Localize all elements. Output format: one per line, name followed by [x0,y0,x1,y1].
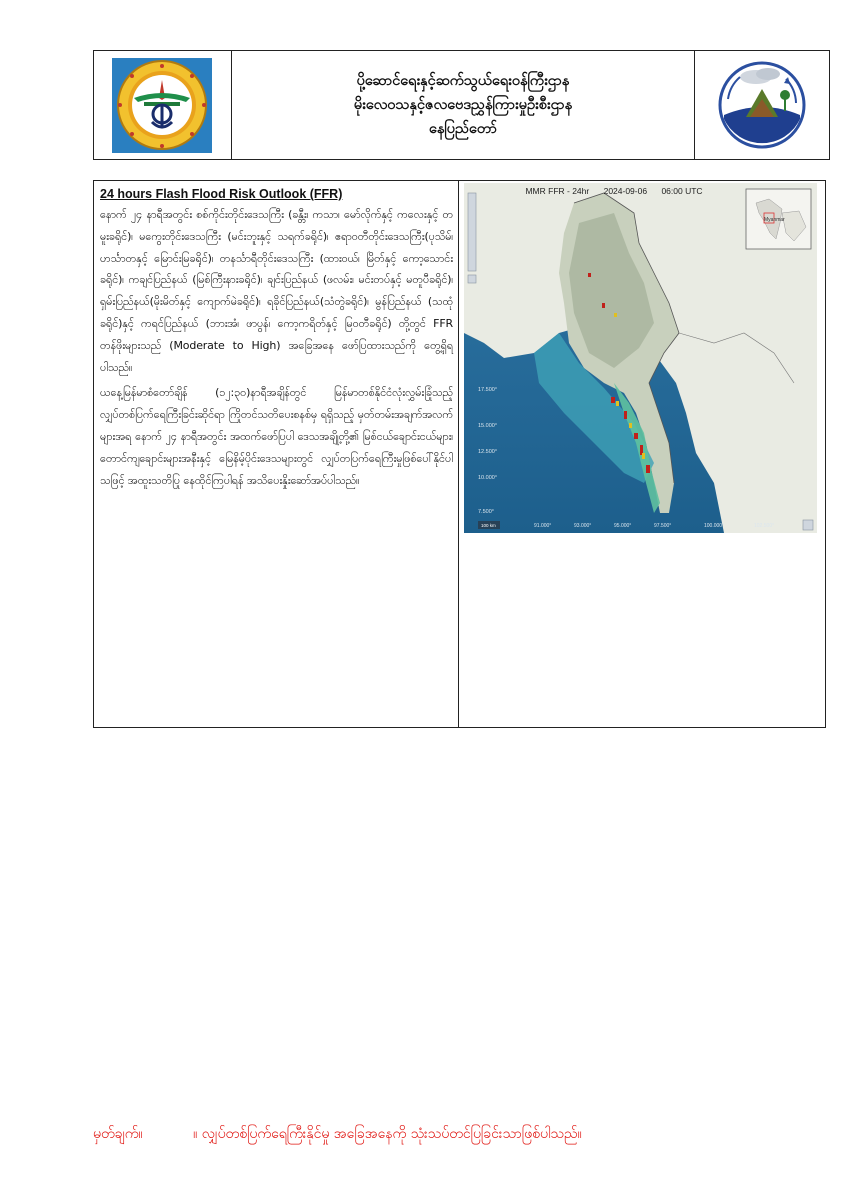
footer-text: ။ လျှပ်တစ်ပြက်ရေကြီးနိုင်မှု အခြေအနေကို သုံးသပ်တင်ပြခြင်းသာဖြစ်ပါသည်။ [193,1126,582,1142]
lat-label: 7.500° [478,509,494,515]
lat-label: 12.500° [478,449,498,455]
footer-note [93,1124,793,1145]
lat-label: 15.000° [478,423,498,429]
map-date: 2024-09-06 [603,186,648,196]
footer-label: မှတ်ချက်။ [93,1126,143,1142]
lon-label: 102.500° [754,523,775,529]
department-title [232,51,696,159]
dmh-logo-cell [695,51,829,159]
lat-label: 17.500° [478,387,498,393]
outlook-paragraph-advisory: ယနေ့မြန်မာစံတော်ချိန် (၁၂:၃၀)နာရီအချိန်တွင် မြန်မာတစ်နိုင်ငံလုံးလွှမ်းခြုံသည့် လျှပ်တစ်ပြက်ရေကြီးခြင်းဆိုင်ရာ ကြိုတင်သတိပေးစနစ်မှ ရရှိသည့် မှတ်တမ်းအချက်အလက်များအရ နောက် ၂၄ နာရီအတွင်း အထက်ဖော်ပြပါ ဒေသအချို့တို့၏ မြစ်ငယ်ချောင်းငယ်များ၊ တောင်ကျချောင်းများအနီးနှင့် မြေနိမ့်ပိုင်းဒေသများတွင် လျှပ်တပြက်ရေကြီးမှုဖြစ်ပေါ်နိုင်ပါသဖြင့် အထူးသတိပြု နေထိုင်ကြပါရန် အသိပေးနှိုးဆော်အပ်ပါသည်။ [100,386,454,487]
scale-label: 100 km [481,523,496,528]
inset-label: Myanmar [764,217,785,223]
map-title [464,186,764,196]
lon-label: 95.000° [614,523,632,529]
dmh-logo [716,59,808,151]
ministry-logo-cell [94,51,232,159]
map-control-button[interactable] [803,520,813,530]
outlook-table [93,180,826,728]
lon-label: 100.000° [704,523,725,529]
outlook-paragraph-risk-areas: နောက် ၂၄ နာရီအတွင်း စစ်ကိုင်းတိုင်းဒေသကြီး (ခန္တီး၊ ကသာ၊ မော်လိုက်နှင့် ကလေးနှင့် တမူးခရိုင်)၊ မကွေးတိုင်းဒေသကြီး (မင်းဘူးနှင့် သရက်ခရိုင်)၊ ဧရာဝတီတိုင်းဒေသကြီး(ပုသိမ်၊ ဟင်္သာတနှင့် မြောင်းမြခရိုင်)၊ တနင်္သာရီတိုင်းဒေသကြီး (ထားဝယ်၊ မြိတ်နှင့် ကော့သောင်းခရိုင်)၊ ကချင်ပြည်နယ် (မြစ်ကြီးနားခရိုင်)၊ ချင်းပြည်နယ် (ဖလမ်း၊ မင်းတပ်နှင့် မတူပီခရိုင်)၊ ရှမ်းပြည်နယ်(မိုးမိတ်နှင့် ကျောက်မဲခရိုင်)၊ ရခိုင်ပြည်နယ်(သံတွဲခရိုင်)၊ မွန်ပြည်နယ် (သထုံခရိုင်)နှင့် ကရင်ပြည်နယ် (ဘားအံ၊ ဖာပွန်၊ ကော့ကရိတ်နှင့် မြဝတီခရိုင်) တို့တွင် FFR တန်ဖိုးများသည် (Moderate to High) အခြေအနေ ဖော်ပြထားသည်ကို တွေ့ရှိရပါသည်။ [100,208,454,374]
department-name: မိုးလေဝသနှင့်ဇလဗေဒညွှန်ကြားမှုဦးစီးဌာန [353,97,573,113]
ministry-name: ပို့ဆောင်ရေးနှင့်ဆက်သွယ်ရေးဝန်ကြီးဌာန [356,73,570,89]
lat-label: 10.000° [478,475,498,481]
ffr-map-graphic [464,183,817,533]
map-cell [459,181,825,727]
map-time: 06:00 UTC [661,186,703,196]
lon-label: 91.000° [534,523,552,529]
outlook-text-cell [94,181,459,727]
ministry-logo [112,58,212,153]
lon-label: 97.500° [654,523,672,529]
outlook-title: 24 hours Flash Flood Risk Outlook (FFR) [100,187,343,201]
header-table [93,50,830,160]
lon-label: 93.000° [574,523,592,529]
map-product: MMR FFR - 24hr [525,186,590,196]
ffr-map [464,183,817,533]
city-name: နေပြည်တော် [428,121,498,137]
